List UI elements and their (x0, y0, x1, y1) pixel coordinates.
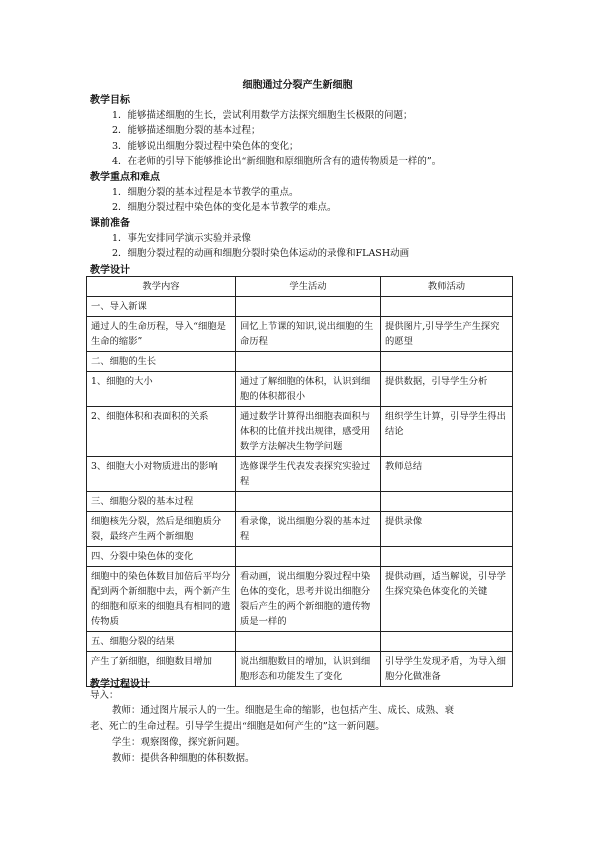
page-title: 细胞通过分裂产生新细胞 (242, 80, 353, 91)
section-row (87, 547, 513, 567)
student-line: 学生：观察图像，探究新问题。 (112, 737, 246, 748)
teacher-cell: 引导学生发现矛盾，为导入细胞分化做准备 (381, 652, 513, 687)
teacher-cell: 教师总结 (381, 457, 513, 492)
table-row (87, 652, 513, 687)
table-row (87, 512, 513, 547)
table-header-row (87, 277, 513, 297)
section-title: 一、导入新课 (87, 297, 236, 317)
section-row (87, 297, 513, 317)
preparation-item: 2．细胞分裂过程的动画和细胞分裂时染色体运动的录像和FLASH动画 (112, 248, 410, 259)
preparation-heading: 课前准备 (90, 218, 130, 229)
section-row (87, 632, 513, 652)
preparation-item: 1．事先安排同学演示实验并录像 (112, 233, 252, 244)
teacher-cell: 提供图片,引导学生产生探究的愿望 (381, 317, 513, 352)
teaching-design-table (86, 276, 513, 687)
teacher-cell: 提供录像 (381, 512, 513, 547)
content-cell: 1、细胞的大小 (87, 372, 236, 407)
student-cell: 说出细胞数目的增加，认识到细胞形态和功能发生了变化 (236, 652, 381, 687)
content-cell: 细胞中的染色体数目加倍后平均分配到两个新细胞中去，两个新产生的细胞和原来的细胞具有相同的遗传物质 (87, 567, 236, 632)
content-cell: 产生了新细胞，细胞数目增加 (87, 652, 236, 687)
teacher-cell: 提供数据，引导学生分析 (381, 372, 513, 407)
student-cell: 通过了解细胞的体积，认识到细胞的体积都很小 (236, 372, 381, 407)
column-header-content: 教学内容 (87, 277, 236, 297)
table-row (87, 457, 513, 492)
content-cell: 3、细胞大小对物质进出的影响 (87, 457, 236, 492)
key-points-heading: 教学重点和难点 (90, 172, 160, 183)
content-cell: 2、细胞体积和表面积的关系 (87, 407, 236, 457)
section-title: 四、分裂中染色体的变化 (87, 547, 236, 567)
table-row (87, 407, 513, 457)
student-cell: 回忆上节课的知识,说出细胞的生命历程 (236, 317, 381, 352)
column-header-teacher: 教师活动 (381, 277, 513, 297)
section-title: 三、细胞分裂的基本过程 (87, 492, 236, 512)
goals-heading: 教学目标 (90, 95, 130, 106)
section-row (87, 352, 513, 372)
intro-label: 导入： (90, 690, 119, 701)
goal-item: 4．在老师的引导下能够推论出“新细胞和原细胞所含有的遗传物质是一样的”。 (112, 156, 442, 167)
goal-item: 2．能够描述细胞分裂的基本过程； (112, 125, 261, 136)
key-point-item: 2．细胞分裂过程中染色体的变化是本节教学的难点。 (112, 202, 337, 213)
student-cell: 通过数学计算得出细胞表面积与体积的比值并找出规律，感受用数学方法解决生物学问题 (236, 407, 381, 457)
key-point-item: 1．细胞分裂的基本过程是本节教学的重点。 (112, 187, 299, 198)
teacher-line: 教师：提供各种细胞的体积数据。 (112, 753, 255, 764)
student-cell: 看录像，说出细胞分裂的基本过程 (236, 512, 381, 547)
teacher-paragraph-line: 老、死亡的生命过程。引导学生提出“细胞是如何产生的”这一新问题。 (90, 721, 385, 732)
table-row (87, 317, 513, 352)
table-row (87, 372, 513, 407)
section-title: 五、细胞分裂的结果 (87, 632, 236, 652)
table-row (87, 567, 513, 632)
teacher-cell: 组织学生计算，引导学生得出结论 (381, 407, 513, 457)
teacher-cell: 提供动画，适当解说，引导学生探究染色体变化的关键 (381, 567, 513, 632)
teacher-paragraph-line: 教师：通过图片展示人的一生。细胞是生命的缩影，也包括产生、成长、成熟、衰 (112, 705, 455, 716)
content-cell: 通过人的生命历程，导入“细胞是生命的缩影” (87, 317, 236, 352)
student-cell: 看动画，说出细胞分裂过程中染色体的变化，思考并说出细胞分裂后产生的两个新细胞的遗传物质是一样的 (236, 567, 381, 632)
process-heading: 教学过程设计 (90, 679, 150, 690)
student-cell: 选修课学生代表发表探究实验过程 (236, 457, 381, 492)
goal-item: 1．能够描述细胞的生长，尝试利用数学方法探究细胞生长极限的问题； (112, 110, 413, 121)
content-cell: 细胞核先分裂，然后是细胞质分裂，最终产生两个新细胞 (87, 512, 236, 547)
section-title: 二、细胞的生长 (87, 352, 236, 372)
goal-item: 3．能够说出细胞分裂过程中染色体的变化； (112, 141, 299, 152)
column-header-student: 学生活动 (236, 277, 381, 297)
design-heading: 教学设计 (90, 265, 130, 276)
section-row (87, 492, 513, 512)
